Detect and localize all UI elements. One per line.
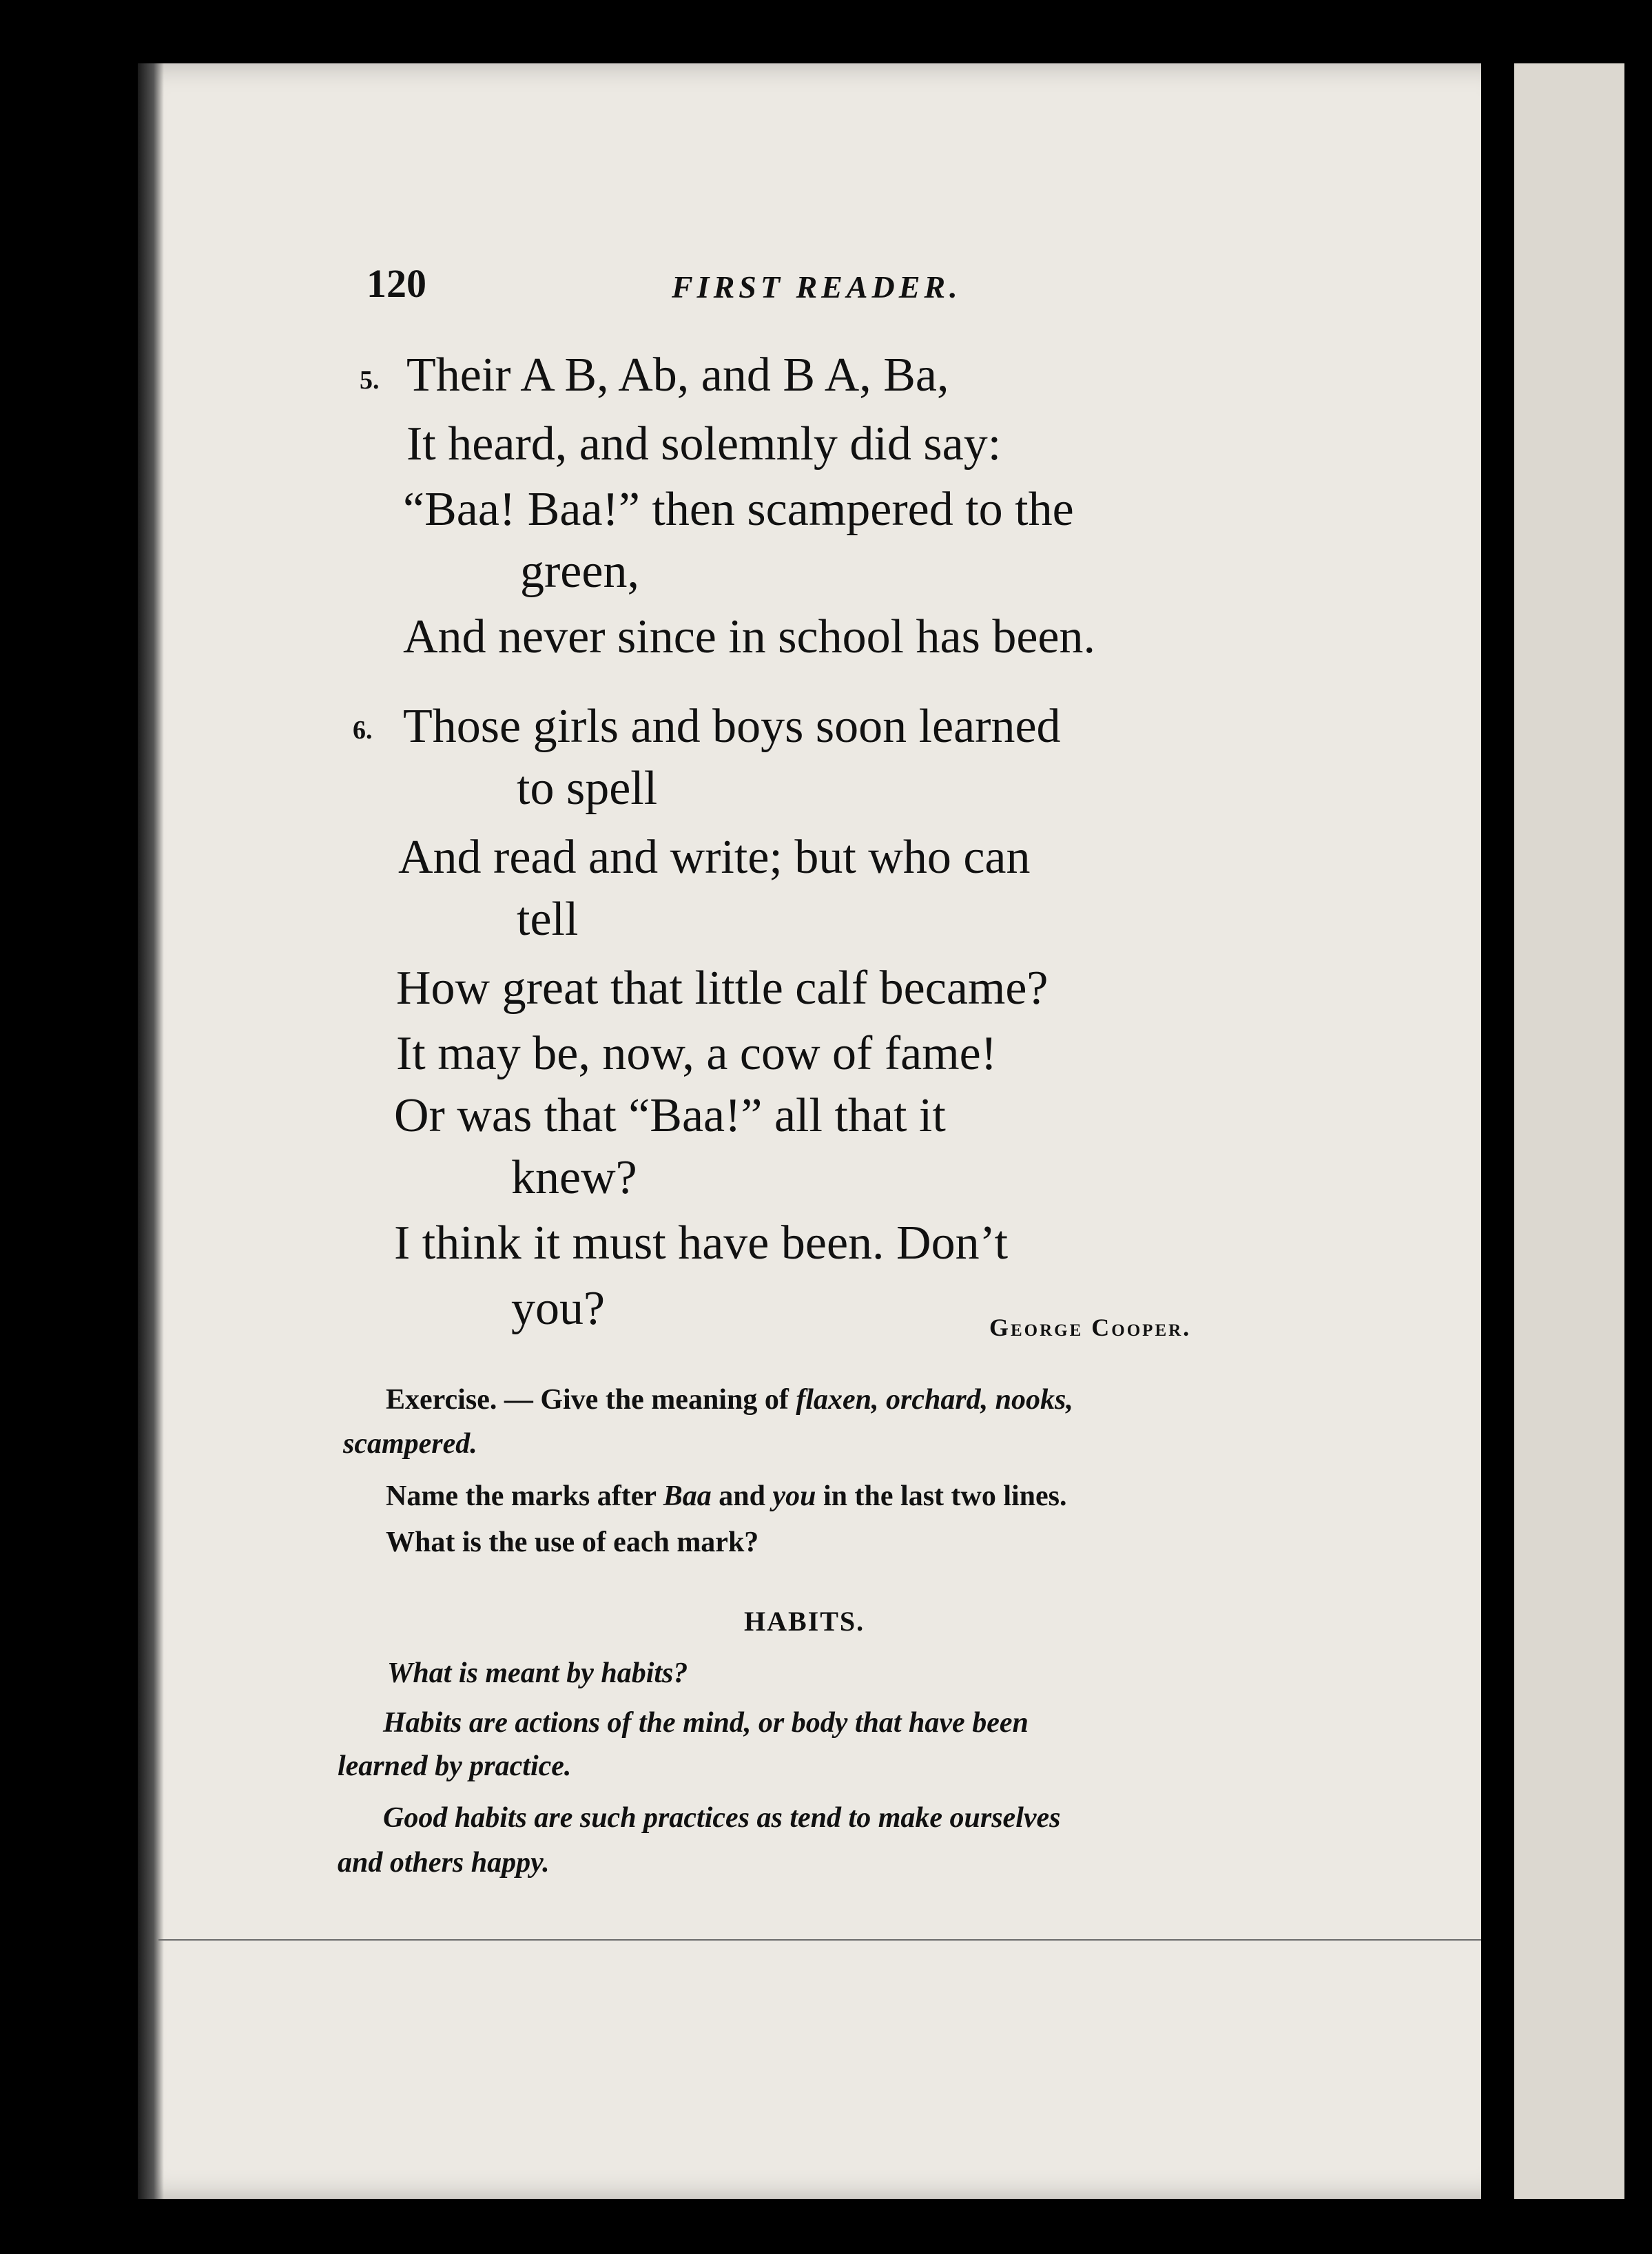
- page-number: 120: [366, 261, 426, 306]
- exercise-label: Exercise.: [386, 1384, 497, 1416]
- exercise-line: What is the use of each mark?: [386, 1527, 759, 1558]
- exercise-text: and: [711, 1480, 773, 1512]
- poem-author: George Cooper.: [989, 1314, 1192, 1341]
- habits-paragraph: Habits are actions of the mind, or body that have been: [383, 1707, 1029, 1739]
- verse-line: How great that little calf became?: [396, 962, 1049, 1015]
- verse-line: Those girls and boys soon learned: [403, 700, 1061, 753]
- exercise-text: — Give the meaning of: [497, 1384, 796, 1416]
- exercise-word: you: [772, 1480, 816, 1512]
- habits-question: What is meant by habits?: [387, 1657, 688, 1689]
- verse-line: you?: [511, 1282, 606, 1335]
- stanza-number: 5.: [360, 366, 380, 395]
- verse-line: It heard, and solemnly did say:: [406, 417, 1002, 471]
- exercise-line: [343, 1427, 477, 1460]
- habits-heading: HABITS.: [744, 1606, 865, 1637]
- exercise-line: [386, 1383, 1073, 1416]
- exercise-word: Baa: [663, 1480, 712, 1512]
- running-title: FIRST READER.: [672, 269, 962, 304]
- adjacent-page-edge: [1514, 63, 1624, 2199]
- exercise-word: orchard,: [878, 1384, 989, 1416]
- exercise-word: nooks,: [988, 1384, 1073, 1416]
- exercise-line: [386, 1480, 1067, 1513]
- book-gutter: [1481, 63, 1514, 2199]
- exercise-word: flaxen,: [796, 1384, 879, 1416]
- verse-line: I think it must have been. Don’t: [394, 1217, 1009, 1270]
- verse-line: Their A B, Ab, and B A, Ba,: [406, 349, 949, 402]
- verse-line: tell: [517, 893, 579, 946]
- verse-line: to spell: [517, 762, 658, 815]
- verse-line: And read and write; but who can: [398, 831, 1031, 884]
- verse-line: It may be, now, a cow of fame!: [396, 1027, 998, 1080]
- habits-paragraph: Good habits are such practices as tend to make ourselves: [383, 1802, 1061, 1834]
- exercise-text: Name the marks after: [386, 1480, 663, 1512]
- exercise-word: scampered.: [343, 1428, 477, 1460]
- verse-line: green,: [520, 545, 639, 598]
- verse-line: Or was that “Baa!” all that it: [394, 1089, 946, 1142]
- exercise-text: in the last two lines.: [816, 1480, 1067, 1512]
- scan-fold-line: [158, 1939, 1481, 1941]
- page-binding-shadow: [138, 63, 164, 2199]
- habits-paragraph: learned by practice.: [338, 1750, 572, 1782]
- verse-line: And never since in school has been.: [403, 610, 1095, 663]
- habits-paragraph: and others happy.: [338, 1847, 550, 1879]
- stanza-number: 6.: [353, 716, 373, 745]
- verse-line: “Baa! Baa!” then scampered to the: [403, 483, 1074, 536]
- verse-line: knew?: [511, 1151, 637, 1204]
